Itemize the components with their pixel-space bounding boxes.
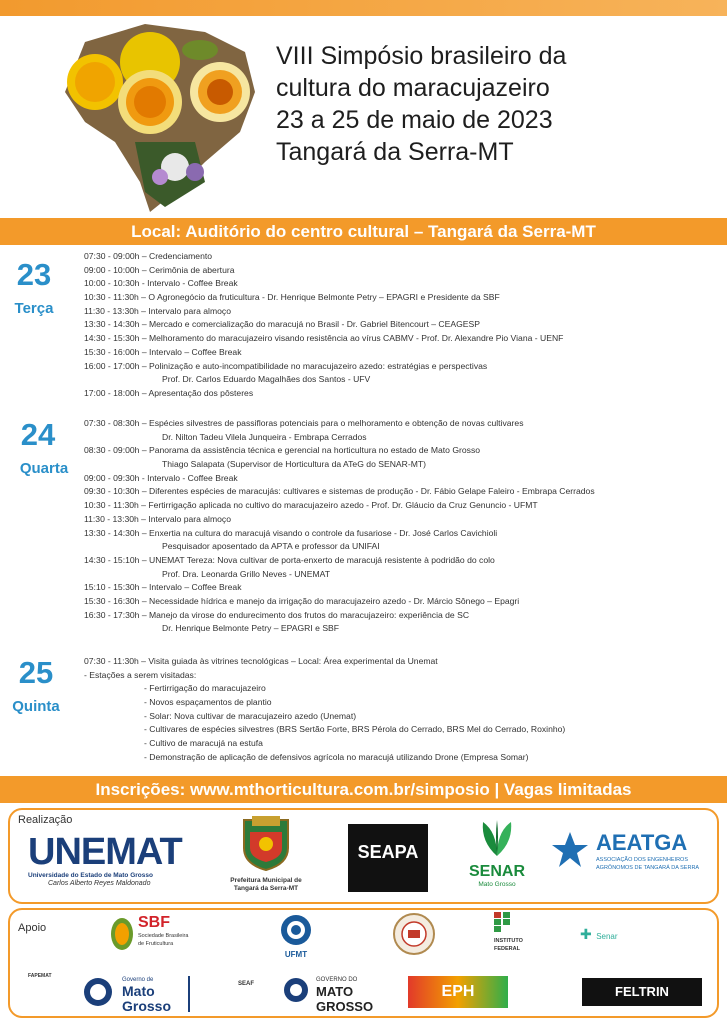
sbf-subtitle: Sociedade Brasileira xyxy=(138,933,189,939)
estado-line-1: MATO xyxy=(316,984,354,999)
schedule-row: 14:30 - 15:30h – Melhoramento do maracujazeiro visando resistência ao vírus CABMV - Prof. Dr. Alexandre Pio Viana - UENF xyxy=(84,333,564,344)
schedule-row: - Solar: Nova cultivar de maracujazeiro azedo (Unemat) xyxy=(144,710,357,721)
eph-wordmark: EPH xyxy=(441,983,475,1000)
unemat-wordmark: UNEMAT xyxy=(28,831,182,873)
prefeitura-city: Tangará da Serra-MT xyxy=(233,885,299,892)
governo-label: Governo de xyxy=(122,977,154,983)
institution-seal-icon xyxy=(392,912,436,956)
eph-logo xyxy=(408,976,508,1008)
estado-line-2: GROSSO xyxy=(316,999,374,1014)
schedule-row: 14:30 - 15:10h – UNEMAT Tereza: Nova cultivar de porta-enxerto de maracujá resistente à podridão do colo xyxy=(84,554,495,565)
title-line-4: Tangará da Serra-MT xyxy=(276,138,514,166)
schedule-row: Prof. Dr. Carlos Eduardo Magalhães dos Santos - UFV xyxy=(162,374,371,385)
schedule-row: 16:00 - 17:00h – Polinização e auto-incompatibilidade no maracujazeiro azedo: estratégias e perspectivas xyxy=(84,360,488,371)
schedule-row: - Demonstração de aplicação de defensivos agrícola no maracujá utilizando Drone (Empresa Somar) xyxy=(144,751,529,762)
schedule-row: 11:30 - 13:30h – Intervalo para almoço xyxy=(84,305,231,316)
schedule-row: 09:30 - 10:30h – Diferentes espécies de maracujás: cultivares e sistemas de produção - Dr. Fábio Gelape Faleiro - Embrapa Cerrados xyxy=(84,486,595,497)
governo-crest-icon xyxy=(82,976,114,1008)
schedule-row: Thiago Salapata (Supervisor de Horticultura da ATeG do SENAR-MT) xyxy=(162,459,426,470)
sponsors-panel xyxy=(8,908,719,1018)
ufmt-emblem-icon xyxy=(280,914,312,946)
title-line-3: 23 a 25 de maio de 2023 xyxy=(276,106,553,134)
fapemat-logo xyxy=(28,972,76,980)
schedule-row: 10:30 - 11:30h – Fertirrigação aplicada no cultivo do maracujazeiro azedo - Prof. Dr. Gláucio da Cruz Genuncio - UFMT xyxy=(84,500,538,511)
unemat-campus: Carlos Alberto Reyes Maldonado xyxy=(48,880,151,887)
schedule-row: 15:30 - 16:00h – Intervalo – Coffee Break xyxy=(84,346,242,357)
day-name-terca: Terça xyxy=(14,300,54,317)
seaf-label: SEAF xyxy=(238,981,255,987)
ufmt-logo xyxy=(276,914,316,959)
ifmt-grid-icon xyxy=(494,912,510,932)
prefeitura-crest-icon xyxy=(236,814,296,872)
organizers-panel xyxy=(8,808,719,904)
cross-icon: ✚ xyxy=(580,926,592,942)
fapemat-name: FAPEMAT xyxy=(28,973,52,979)
aeatga-subtitle: ASSOCIAÇÃO DOS ENGENHEIROS xyxy=(596,857,688,863)
schedule-row: 13:30 - 14:30h – Mercado e comercialização do maracujá no Brasil - Dr. Gabriel Bitencourt – CEAGESP xyxy=(84,319,480,330)
schedule-row: 17:00 - 18:00h – Apresentação dos pôsteres xyxy=(84,387,254,398)
sbf-fruit-icon xyxy=(110,914,134,952)
schedule-row: 16:30 - 17:30h – Manejo da virose do endurecimento dos frutos do maracujazeiro: experiência de SC xyxy=(84,609,470,620)
senar-logo xyxy=(462,818,532,889)
schedule-row: 07:30 - 08:30h – Espécies silvestres de passifloras potenciais para o melhoramento e obtenção de novas cultivares xyxy=(84,418,524,428)
passion-fruit-brazil-illustration xyxy=(55,22,270,217)
aeatga-logo xyxy=(550,830,714,872)
senar-subtitle: Mato Grosso xyxy=(478,881,516,888)
sbf-wordmark: SBF xyxy=(138,914,170,931)
mato-grosso-line-1: Mato xyxy=(122,983,155,999)
senar-small-logo xyxy=(580,926,700,944)
schedule-row: 10:30 - 11:30h – O Agronegócio da fruticultura - Dr. Henrique Belmonte Petry – EPAGRI e Presidente da SBF xyxy=(84,292,500,303)
schedule-row: 09:00 - 10:00h – Cerimônia de abertura xyxy=(84,264,235,275)
schedule-day-23 xyxy=(84,250,724,401)
title-line-1: VIII Simpósio brasileiro da xyxy=(276,42,567,70)
schedule-row: 09:00 - 09:30h - Intervalo - Coffee Break xyxy=(84,472,238,483)
seapa-logo xyxy=(348,824,428,892)
schedule-row: Pesquisador aposentado da APTA e professor da UNIFAI xyxy=(162,541,380,552)
day-number-24: 24 xyxy=(20,417,56,452)
sbf-subtitle-2: de Fruticultura xyxy=(138,941,174,947)
schedule-row: - Fertirrigação do maracujazeiro xyxy=(144,683,266,694)
venue-banner: Local: Auditório do centro cultural – Tangará da Serra-MT xyxy=(0,218,727,245)
ufmt-wordmark: UFMT xyxy=(284,950,308,959)
day-name-quarta: Quarta xyxy=(19,460,69,477)
schedule-row: 13:30 - 14:30h – Enxertia na cultura do maracujá visando o controle da fusariose - Dr. José Carlos Cavichioli xyxy=(84,527,498,538)
aeatga-subtitle-2: AGRÔNOMOS DE TANGARÁ DA SERRA xyxy=(596,865,700,871)
senar-leaf-icon xyxy=(475,818,519,858)
schedule-row: - Cultivares de espécies silvestres (BRS Sertão Forte, BRS Pérola do Cerrado, BRS Mel do Cerrado, Roxinho) xyxy=(144,724,566,735)
day-number-23: 23 xyxy=(16,257,52,292)
governo-do-label: GOVERNO DO xyxy=(316,977,358,983)
ifmt-logo xyxy=(494,912,550,953)
schedule-row: - Cultivo de maracujá na estufa xyxy=(144,738,263,749)
schedule-row: 11:30 - 13:30h – Intervalo para almoço xyxy=(84,513,231,524)
senar-wordmark: SENAR xyxy=(468,863,525,880)
prefeitura-name: Prefeitura Municipal de xyxy=(230,877,302,884)
registration-banner[interactable]: Inscrições: www.mthorticultura.com.br/simposio | Vagas limitadas xyxy=(0,776,727,803)
aeatga-wordmark: AEATGA xyxy=(596,830,688,855)
ifmt-name: INSTITUTO xyxy=(494,938,523,944)
schedule-row: 07:30 - 09:00h – Credenciamento xyxy=(84,251,213,261)
mato-grosso-line-2: Grosso xyxy=(122,998,172,1014)
schedule-row: Prof. Dra. Leonarda Grillo Neves - UNEMAT xyxy=(162,568,330,579)
schedule-day-25 xyxy=(84,655,724,765)
schedule-row: Dr. Henrique Belmonte Petry – EPAGRI e SBF xyxy=(162,623,340,634)
feltrin-logo xyxy=(582,978,702,1006)
feltrin-wordmark: FELTRIN xyxy=(615,984,669,999)
aeatga-star-icon xyxy=(550,830,590,870)
schedule-row: 15:10 - 15:30h – Intervalo – Coffee Break xyxy=(84,582,242,593)
schedule-row: Dr. Nilton Tadeu Vilela Junqueira - Embrapa Cerrados xyxy=(162,431,367,442)
prefeitura-logo xyxy=(222,814,310,893)
seaf-crest-icon xyxy=(282,976,310,1004)
schedule-row: 15:30 - 16:30h – Necessidade hídrica e manejo da irrigação do maracujazeiro azedo - Dr. Márcio Sônego – Epagri xyxy=(84,595,520,606)
event-title xyxy=(276,40,716,168)
unemat-subtitle: Universidade do Estado de Mato Grosso xyxy=(28,872,153,879)
seapa-wordmark: SEAPA xyxy=(357,842,419,862)
day-name-quinta: Quinta xyxy=(12,698,60,715)
top-accent-bar xyxy=(0,0,727,16)
ifmt-name-2: FEDERAL xyxy=(494,946,520,952)
schedule-row: 07:30 - 11:30h – Visita guiada às vitrines tecnológicas – Local: Área experimental da Unemat xyxy=(84,656,438,666)
unemat-logo xyxy=(28,832,200,888)
sponsors-label: Apoio xyxy=(18,922,47,934)
organizers-label: Realização xyxy=(18,814,73,826)
schedule-day-24 xyxy=(84,417,724,636)
senar-small-wordmark: Senar xyxy=(596,932,618,941)
governo-mt-logo xyxy=(82,976,190,1012)
day-number-25: 25 xyxy=(18,655,54,690)
sbf-logo xyxy=(110,914,200,948)
schedule-row: 08:30 - 09:00h – Panorama da assistência técnica e gerencial na horticultura no estado de Mato Grosso xyxy=(84,445,481,456)
schedule-row: 10:00 - 10:30h - Intervalo - Coffee Break xyxy=(84,278,238,289)
schedule-row: - Novos espaçamentos de plantio xyxy=(144,697,272,708)
schedule-row: - Estações a serem visitadas: xyxy=(84,669,197,680)
title-line-2: cultura do maracujazeiro xyxy=(276,74,550,102)
